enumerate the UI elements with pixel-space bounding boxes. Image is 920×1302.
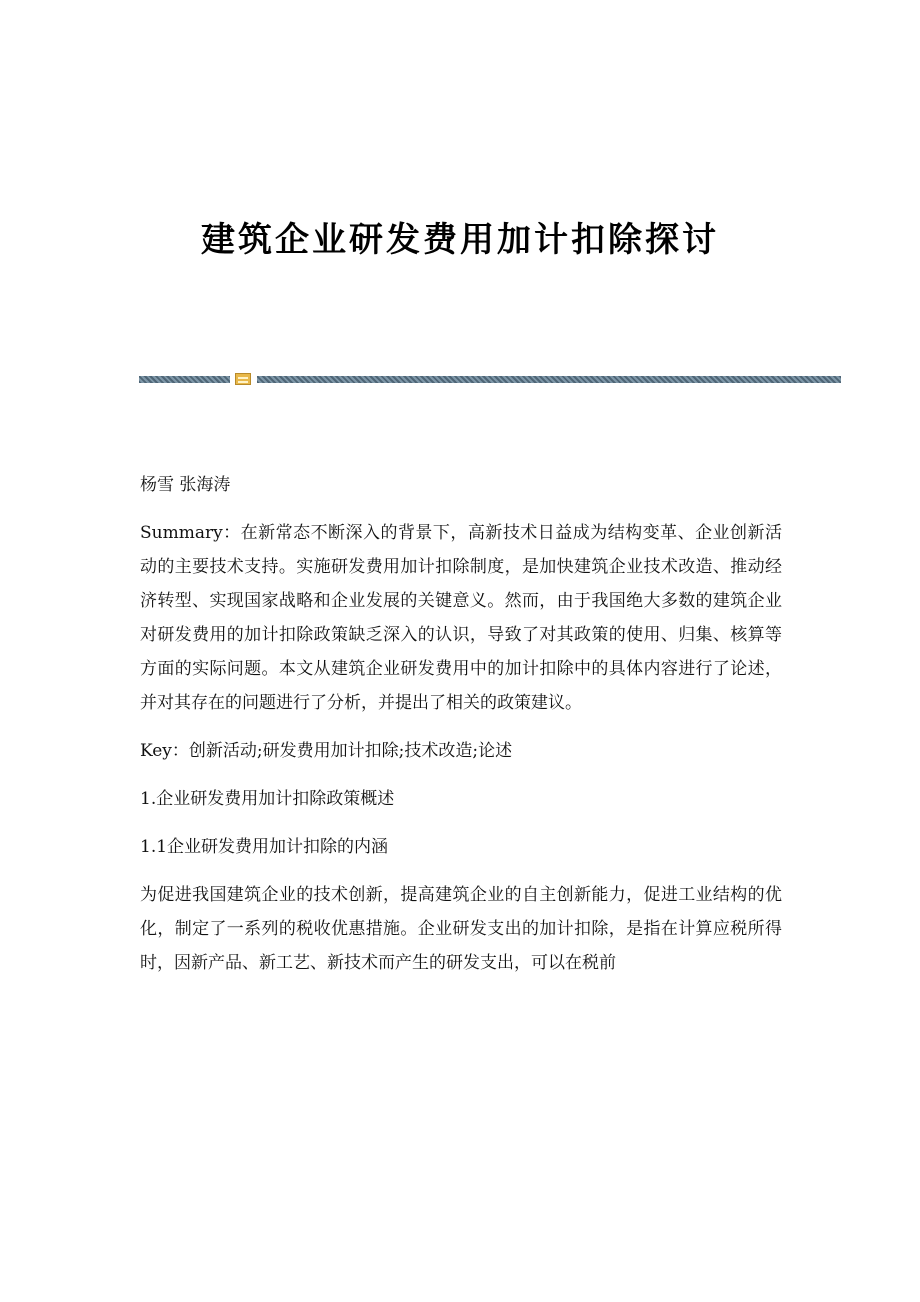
section-1-1-paragraph: 为促进我国建筑企业的技术创新，提高建筑企业的自主创新能力，促进工业结构的优化，制定了一系列的税收优惠措施。企业研发支出的加计扣除，是指在计算应税所得时，因新产品、新工艺、新技术而产生的研发支出，可以在税前 [140, 885, 782, 973]
divider-envelope-icon [235, 373, 251, 385]
title-divider [139, 372, 841, 386]
summary-paragraph: Summary：在新常态不断深入的背景下，高新技术日益成为结构变革、企业创新活动的主要技术支持。实施研发费用加计扣除制度，是加快建筑企业技术改造、推动经济转型、实现国家战略和企业发展的关键意义。然而，由于我国绝大多数的建筑企业对研发费用的加计扣除政策缺乏深入的认识，导致了对其政策的使用、归集、核算等方面的实际问题。本文从建筑企业研发费用中的加计扣除中的具体内容进行了论述，并对其存在的问题进行了分析，并提出了相关的政策建议。 [140, 523, 782, 713]
section-heading-1-1: 1.1企业研发费用加计扣除的内涵 [140, 837, 389, 857]
document-body [140, 468, 782, 994]
keywords-line: Key：创新活动;研发费用加计扣除;技术改造;论述 [140, 741, 513, 761]
divider-bar-left [139, 376, 230, 383]
section-heading-1: 1.企业研发费用加计扣除政策概述 [140, 789, 395, 809]
author-line: 杨雪 张海涛 [140, 475, 231, 495]
document-title: 建筑企业研发费用加计扣除探讨 [201, 220, 719, 260]
divider-bar-right [257, 376, 841, 383]
